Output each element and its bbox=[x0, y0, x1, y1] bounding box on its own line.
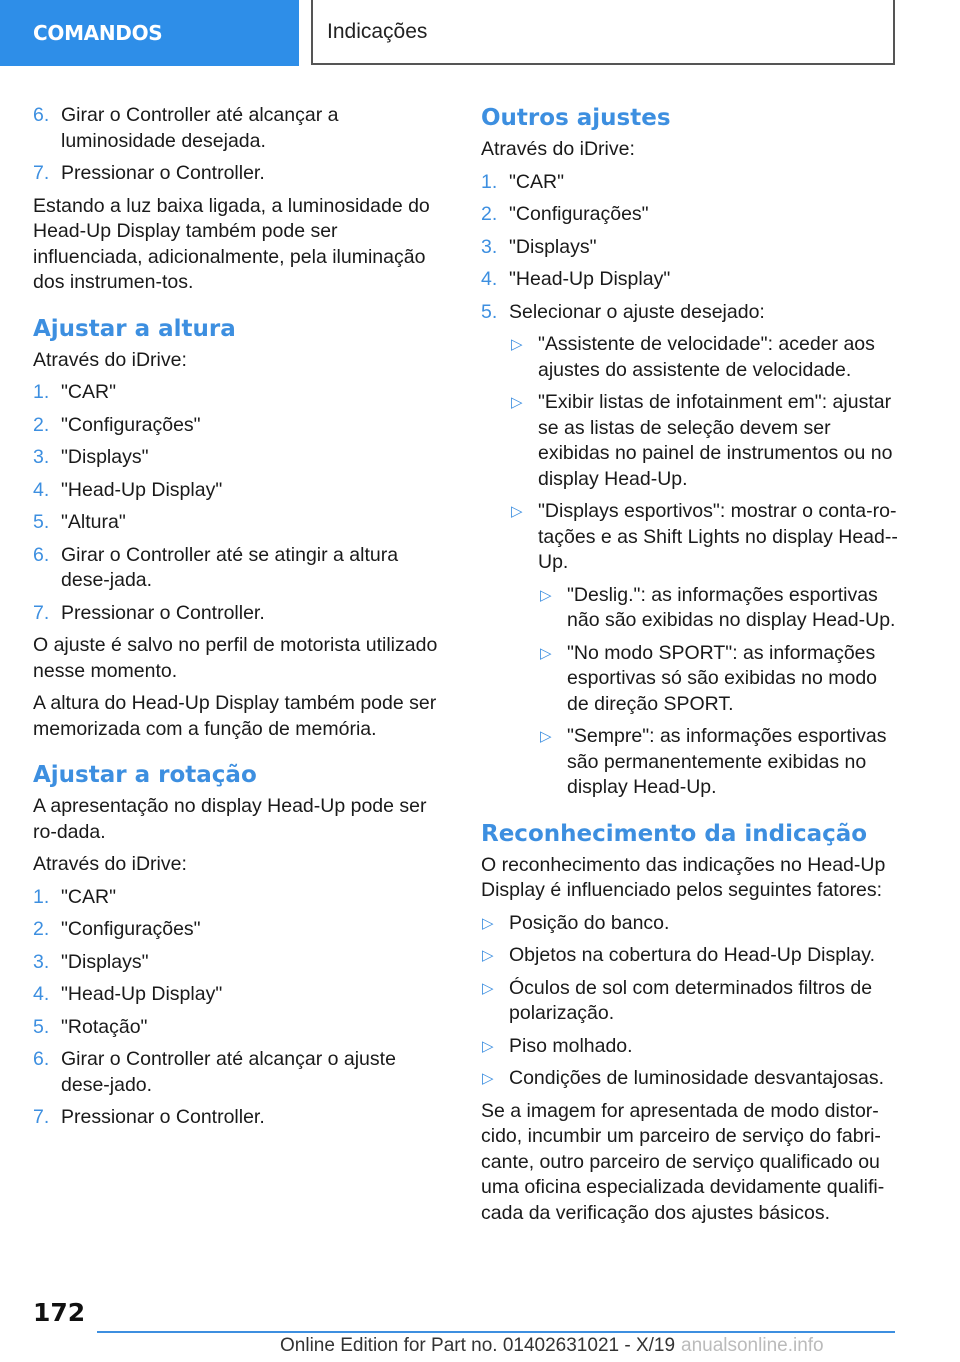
list-item bbox=[481, 235, 901, 261]
step-text: Girar o Controller até alcançar a luminosidade desejada. bbox=[61, 104, 339, 152]
recognition-heading: Reconhecimento da indicação bbox=[481, 820, 868, 847]
step-number: 1. bbox=[481, 170, 498, 193]
step-number: 2. bbox=[33, 918, 50, 940]
step-number: 4. bbox=[33, 478, 50, 501]
step-text: "CAR" bbox=[509, 170, 565, 193]
list-item bbox=[481, 170, 901, 196]
triangle-bullet-icon: ▷ bbox=[511, 503, 523, 520]
step-number: 7. bbox=[33, 162, 50, 184]
option-text: "Exibir listas de infotainment em": ajustar se as listas de seleção devem ser exibidas no painel de instrumentos ou no display Head-Up. bbox=[538, 391, 893, 490]
list-item bbox=[33, 161, 448, 187]
step-text: "Configurações" bbox=[61, 918, 201, 940]
option-text: "Assistente de velocidade": aceder aos ajustes do assistente de velocidade. bbox=[538, 333, 875, 381]
triangle-bullet-icon: ▷ bbox=[540, 586, 552, 604]
step-number: 5. bbox=[481, 300, 498, 323]
step-text: "Displays" bbox=[61, 446, 149, 468]
list-item bbox=[33, 1105, 448, 1131]
step-number: 1. bbox=[33, 885, 50, 908]
factor-text: Óculos de sol com determinados filtros de polarização. bbox=[509, 976, 873, 1024]
watermark: anualsonline.info bbox=[681, 1335, 824, 1356]
list-item bbox=[509, 499, 901, 801]
list-item bbox=[538, 641, 901, 718]
list-item bbox=[33, 1047, 448, 1098]
rotation-via: Através do iDrive: bbox=[33, 853, 187, 875]
list-item bbox=[33, 1015, 448, 1041]
step-number: 3. bbox=[33, 446, 50, 468]
step-number: 5. bbox=[33, 1015, 50, 1038]
triangle-bullet-icon: ▷ bbox=[511, 394, 523, 411]
step-number: 6. bbox=[33, 104, 50, 126]
step-text: "Head-Up Display" bbox=[509, 268, 671, 290]
step-text: "Configurações" bbox=[509, 203, 649, 225]
option-text: "No modo SPORT": as informações esportivas só são exibidas no modo de direção SPORT. bbox=[567, 641, 878, 715]
step-text: Selecionar o ajuste desejado: bbox=[509, 300, 765, 323]
step-number: 4. bbox=[33, 983, 50, 1005]
list-item bbox=[33, 982, 448, 1008]
step-text: "Displays" bbox=[61, 950, 149, 973]
step-text: Pressionar o Controller. bbox=[61, 601, 265, 624]
recognition-factors bbox=[481, 911, 901, 1092]
step-number: 7. bbox=[33, 1106, 50, 1128]
height-note-profile: O ajuste é salvo no perfil de motorista utilizado nesse momento. bbox=[33, 634, 438, 682]
list-item bbox=[33, 413, 448, 439]
step-text: "Altura" bbox=[61, 511, 126, 533]
list-item bbox=[33, 950, 448, 976]
list-item bbox=[509, 332, 901, 383]
step-number: 2. bbox=[33, 413, 50, 436]
triangle-bullet-icon: ▷ bbox=[482, 947, 494, 964]
height-heading: Ajustar a altura bbox=[33, 315, 236, 342]
step-text: "Displays" bbox=[509, 235, 597, 258]
step-text: Pressionar o Controller. bbox=[61, 162, 265, 184]
triangle-bullet-icon: ▷ bbox=[482, 1070, 494, 1087]
left-column bbox=[33, 103, 448, 1138]
page-number: 172 bbox=[33, 1298, 86, 1327]
step-number: 7. bbox=[33, 601, 50, 624]
list-item bbox=[481, 267, 901, 293]
recognition-closing: Se a imagem for apresentada de modo distor-cido, incumbir um parceiro de serviço do fabri-cante, outro parceiro de serviço qualificado ou uma oficina especializada devidamente qualifi-cada da verificação dos ajustes básicos. bbox=[481, 1099, 885, 1224]
triangle-bullet-icon: ▷ bbox=[540, 644, 552, 662]
list-item bbox=[538, 724, 901, 801]
step-number: 6. bbox=[33, 543, 50, 566]
step-number: 6. bbox=[33, 1048, 50, 1070]
height-note-memory: A altura do Head-Up Display também pode ser memorizada com a função de memória. bbox=[33, 692, 437, 740]
list-item bbox=[481, 202, 901, 228]
rotation-intro: A apresentação no display Head-Up pode ser ro-dada. bbox=[33, 795, 427, 843]
step-text: "Head-Up Display" bbox=[61, 478, 223, 501]
triangle-bullet-icon: ▷ bbox=[511, 336, 523, 353]
option-text: "Displays esportivos": mostrar o conta-ro-tações e as Shift Lights no display Head--Up. bbox=[538, 500, 898, 573]
option-text: "Deslig.": as informações esportivas não são exibidas no display Head-Up. bbox=[567, 583, 896, 631]
step-text: "Rotação" bbox=[61, 1015, 148, 1038]
list-item bbox=[481, 300, 901, 801]
step-number: 5. bbox=[33, 511, 50, 533]
right-column bbox=[481, 103, 901, 1233]
step-number: 1. bbox=[33, 381, 50, 403]
list-item bbox=[33, 885, 448, 911]
list-item bbox=[481, 976, 901, 1027]
recognition-intro: O reconhecimento das indicações no Head-Up Display é influenciado pelos seguintes fatores: bbox=[481, 853, 886, 901]
height-steps bbox=[33, 380, 448, 626]
factor-text: Condições de luminosidade desvantajosas. bbox=[509, 1067, 885, 1089]
chapter-title: Indicações bbox=[311, 0, 895, 65]
list-item bbox=[481, 1066, 901, 1092]
list-item bbox=[509, 390, 901, 492]
triangle-bullet-icon: ▷ bbox=[482, 979, 494, 997]
list-item bbox=[481, 911, 901, 937]
triangle-bullet-icon: ▷ bbox=[540, 728, 552, 745]
triangle-bullet-icon: ▷ bbox=[482, 1037, 494, 1055]
option-list bbox=[509, 332, 901, 801]
list-item bbox=[481, 1034, 901, 1060]
factor-text: Piso molhado. bbox=[509, 1034, 633, 1057]
list-item bbox=[33, 103, 448, 154]
step-text: Pressionar o Controller. bbox=[61, 1106, 265, 1128]
step-text: Girar o Controller até se atingir a altura dese-jada. bbox=[61, 543, 399, 591]
sport-option-list bbox=[538, 583, 901, 801]
factor-text: Objetos na cobertura do Head-Up Display. bbox=[509, 944, 875, 966]
height-via: Através do iDrive: bbox=[33, 348, 187, 371]
list-item bbox=[33, 917, 448, 943]
option-text: "Sempre": as informações esportivas são permanentemente exibidas no display Head-Up. bbox=[567, 725, 887, 798]
intro-paragraph: Estando a luz baixa ligada, a luminosidade do Head-Up Display também pode ser influenciada, adicionalmente, pela iluminação dos instrumen-tos. bbox=[33, 194, 430, 293]
rotation-heading: Ajustar a rotação bbox=[33, 762, 257, 788]
list-item bbox=[33, 601, 448, 627]
step-text: "CAR" bbox=[61, 381, 117, 403]
step-text: "CAR" bbox=[61, 885, 117, 908]
factor-text: Posição do banco. bbox=[509, 911, 670, 934]
step-text: "Configurações" bbox=[61, 413, 201, 436]
list-item bbox=[33, 543, 448, 594]
list-item bbox=[33, 380, 448, 406]
step-number: 4. bbox=[481, 268, 498, 290]
edition-footer: Online Edition for Part no. 01402631021 - X/19 bbox=[280, 1335, 676, 1356]
step-text: Girar o Controller até alcançar o ajuste dese-jado. bbox=[61, 1048, 396, 1096]
step-number: 2. bbox=[481, 203, 498, 225]
list-item bbox=[538, 583, 901, 634]
triangle-bullet-icon: ▷ bbox=[482, 914, 494, 932]
footer-divider bbox=[97, 1331, 895, 1333]
section-tab: COMANDOS bbox=[0, 0, 299, 66]
list-item bbox=[33, 445, 448, 471]
list-item bbox=[33, 478, 448, 504]
intro-steps bbox=[33, 103, 448, 187]
other-settings-via: Através do iDrive: bbox=[481, 138, 635, 160]
list-item bbox=[33, 510, 448, 536]
step-text: "Head-Up Display" bbox=[61, 983, 223, 1005]
step-number: 3. bbox=[481, 235, 498, 258]
step-number: 3. bbox=[33, 950, 50, 973]
other-settings-steps bbox=[481, 170, 901, 801]
rotation-steps bbox=[33, 885, 448, 1131]
other-settings-heading: Outros ajustes bbox=[481, 105, 671, 131]
list-item bbox=[481, 943, 901, 969]
